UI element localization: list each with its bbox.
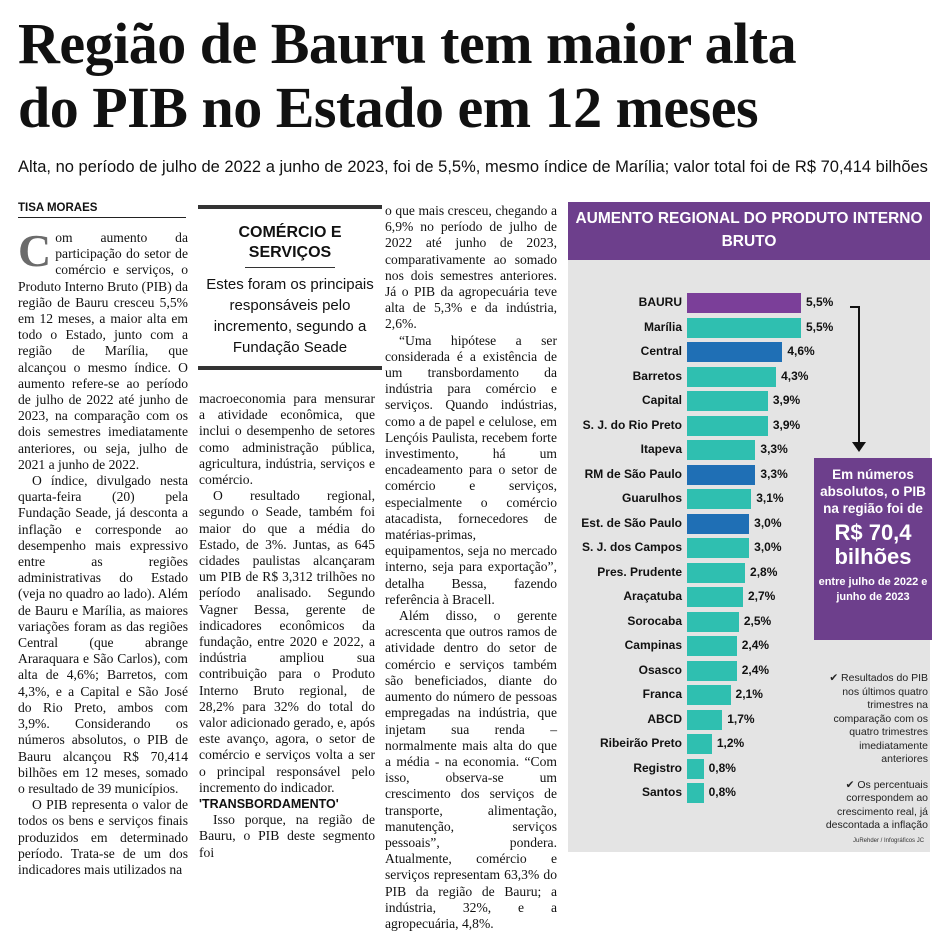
highlight-box-text: Estes foram os principais responsáveis pelo incremento, segundo a Fundação Seade	[206, 276, 374, 356]
category-label: Barretos	[632, 368, 682, 383]
paragraph: Isso porque, na região de Bauru, o PIB deste segmento foi	[199, 812, 375, 860]
value-label: 2,8%	[750, 564, 778, 579]
chart-row	[568, 415, 930, 437]
paragraph: Com aumento da participação do setor de comércio e serviços, o Produto Interno Bruto (PIB) da região de Bauru cresceu 5,5% em 12 meses, a maior alta em todo o Estado, junto com a região de Marília, que alcançou o mesmo índice. O aumento refere-se ao período de julho de 2022 até junho de 2023, na comparação com os dois semestres imediatamente anteriores, ou seja, julho de 2021 a junho de 2022.	[18, 225, 188, 472]
divider	[245, 267, 335, 268]
category-label: Pres. Prudente	[597, 564, 682, 579]
value-label: 4,3%	[781, 368, 809, 383]
arrow-line	[850, 306, 860, 308]
bar	[687, 734, 712, 754]
highlight-box	[198, 205, 382, 370]
callout-box	[814, 458, 932, 640]
chart-row	[568, 390, 930, 412]
value-label: 3,3%	[760, 466, 788, 481]
note: ✔ Os percentuais correspondem ao crescimento real, já descontada a inflação	[825, 778, 928, 831]
bar	[687, 293, 801, 313]
section-subtitle: 'TRANSBORDAMENTO'	[199, 797, 339, 812]
value-label: 3,9%	[772, 417, 801, 432]
check-icon: ✔	[829, 672, 842, 684]
value-label: 3,0%	[754, 540, 782, 554]
value-label: 2,5%	[743, 613, 772, 628]
bar	[687, 759, 704, 779]
bar	[687, 587, 743, 607]
highlight-box-title: COMÉRCIO E SERVIÇOS	[238, 224, 342, 261]
category-label: ABCD	[647, 711, 682, 726]
value-label: 3,0%	[754, 515, 782, 530]
paragraph: macroeconomia para mensurar a atividade econômica, que inclui o desempenho de setores como administração pública, agricultura, indústria, serviços e comércio.	[199, 391, 375, 488]
value-label: 1,2%	[716, 736, 745, 750]
arrow-down-icon	[852, 442, 866, 452]
paragraph: O índice, divulgado nesta quarta-feira (20) pela Fundação Seade, já desconta a inflação e corresponde ao desempenho mais expressivo entre as regiões administrativas do Estado (veja no quadro ao lado). Além de Bauru e Marília, as maiores variações foram as das regiões Central (que abrange Araraquara e São Carlos), com alta de 4,6%; Barretos, com 4,3%, e a Capital e São José do Rio Preto, ambos com 3,9%. Considerando os números absolutos, o PIB de Bauru alcançou R$ 70,414 bilhões em 12 meses, somado o resultado de 39 municípios.	[18, 473, 188, 796]
paragraph: O PIB representa o valor de todos os bens e serviços finais produzidos em determinado período. Trata-se de um dos indicadores mais utilizados na	[18, 797, 188, 877]
category-label: S. J. do Rio Preto	[582, 417, 682, 432]
headline	[18, 12, 923, 140]
category-label: RM de São Paulo	[584, 466, 682, 481]
category-label: Central	[640, 344, 682, 358]
callout-period: entre julho de 2022 e junho de 2023	[818, 576, 928, 603]
bar	[687, 538, 749, 558]
callout-value: R$ 70,4 bilhões	[834, 520, 912, 569]
drop-cap: C	[18, 225, 52, 276]
bar	[687, 465, 755, 485]
value-label: 3,3%	[760, 442, 788, 456]
chart-notes	[816, 672, 928, 833]
value-label: 2,4%	[741, 638, 770, 652]
paragraph: O resultado regional, segundo o Seade, também foi maior do que a média do Estado, de 3%. Juntas, as 645 cidades paulistas alcançaram um PIB de R$ 3,312 trilhões no período analisado. Segundo Vagner Bessa, gerente de indicadores econômicos da fundação, entre 2020 e 2022, a indústria ampliou sua contribuição para o Produto Interno Bruto regional, de 28,2% para 32% do total do valor adicionado gerado, e, após este avanço, agora, o setor de comércio e serviços volta a ser o principal responsável pelo incremento do indicador.	[199, 488, 375, 795]
bar	[687, 440, 755, 460]
value-label: 3,9%	[772, 393, 801, 407]
value-label: 2,4%	[741, 662, 770, 677]
bar	[687, 391, 768, 411]
bar	[687, 612, 739, 632]
bar	[687, 563, 745, 583]
headline-line-1: Região de Bauru tem maior alta	[18, 11, 797, 76]
category-label: S. J. dos Campos	[581, 540, 682, 554]
callout-text: Em números absolutos, o PIB na região foi de	[820, 467, 926, 516]
bar	[687, 416, 768, 436]
value-label: 5,5%	[806, 295, 834, 309]
paragraph: “Uma hipótese a ser considerada é a existência de um transbordamento da indústria para comércio e serviços. Quando indústrias, como a de papel e celulose, em Lençóis Paulista, recebem forte investimento, há um encadeamento para o setor de comércio e serviços, especialmente o comércio atacadista, fornecedores de matérias-primas, equipamentos, seja no mercado interno, seja para exportação”, detalha Bessa, fazendo referência à Bracell.	[385, 332, 557, 607]
value-label: 0,8%	[708, 785, 736, 799]
divider	[198, 366, 382, 370]
chart-row	[568, 341, 930, 363]
value-label: 4,6%	[787, 344, 815, 358]
article-column-3	[385, 203, 557, 932]
value-label: 2,7%	[747, 589, 776, 603]
category-label: Itapeva	[640, 442, 682, 456]
bar	[687, 318, 801, 338]
category-label: Est. de São Paulo	[581, 515, 682, 530]
note: ✔ Resultados do PIB nos últimos quatro trimestres na comparação com os quatro trimestres imediatamente anteriores	[829, 672, 928, 765]
subheadline: Alta, no período de julho de 2022 a junho de 2023, foi de 5,5%, mesmo índice de Marília; valor total foi de R$ 70,414 bilhões	[18, 158, 928, 176]
chart-row	[568, 366, 930, 388]
paragraph: Além disso, o gerente acrescenta que outros ramos de atividade dentro do setor de comércio e serviços também são beneficiados, diante do aumento do número de pessoas empregadas na indústria, que injetam sua renda – normalmente mais alta do que a média - na economia. “Com isso, observa-se um crescimento dos serviços de transporte, alimentação, manutenção, serviços pessoais”, pondera. Atualmente, comércio e serviços representam 63,3% do PIB da região de Bauru; a indústria, 32%, e a agropecuária, 4,8%.	[385, 608, 557, 931]
category-label: Marília	[643, 319, 682, 334]
value-label: 5,5%	[806, 319, 834, 334]
article-column-2	[199, 391, 375, 861]
arrow-line	[858, 306, 860, 446]
credit: JuRehder / Infográficos JC	[853, 838, 925, 844]
value-label: 3,1%	[756, 491, 784, 505]
value-label: 2,1%	[735, 687, 763, 701]
category-label: Guarulhos	[621, 491, 682, 505]
bar	[687, 710, 722, 730]
bar	[687, 636, 737, 656]
bar	[687, 367, 776, 387]
byline: TISA MORAES	[18, 202, 186, 218]
category-label: Campinas	[624, 638, 682, 652]
bar	[687, 685, 731, 705]
category-label: Sorocaba	[627, 613, 682, 628]
category-label: Registro	[633, 760, 682, 775]
bar	[687, 342, 782, 362]
value-label: 0,8%	[708, 760, 736, 775]
paragraph: o que mais cresceu, chegando a 6,9% no período de julho de 2022 até junho de 2023, comparativamente ao somado nos dois semestres anteriores. Já o PIB da agropecuária teve alta de 5,3% e da indústria, 2,6%.	[385, 203, 557, 332]
chart-row	[568, 317, 930, 339]
check-icon: ✔	[845, 778, 858, 791]
headline-line-2: do PIB no Estado em 12 meses	[18, 75, 759, 140]
article-column-1	[18, 225, 188, 878]
bar	[687, 783, 704, 803]
category-label: Osasco	[638, 662, 682, 677]
bar	[687, 661, 737, 681]
category-label: Santos	[641, 785, 682, 799]
bar	[687, 489, 751, 509]
infographic	[568, 202, 930, 852]
value-label: 1,7%	[727, 711, 755, 726]
category-label: Capital	[641, 393, 682, 407]
chart-title: AUMENTO REGIONAL DO PRODUTO INTERNO BRUTO	[568, 202, 930, 260]
chart-row	[568, 292, 930, 314]
category-label: Araçatuba	[623, 589, 682, 603]
bar	[687, 514, 749, 534]
category-label: Franca	[642, 687, 682, 701]
category-label: BAURU	[638, 295, 682, 309]
category-label: Ribeirão Preto	[599, 736, 682, 750]
